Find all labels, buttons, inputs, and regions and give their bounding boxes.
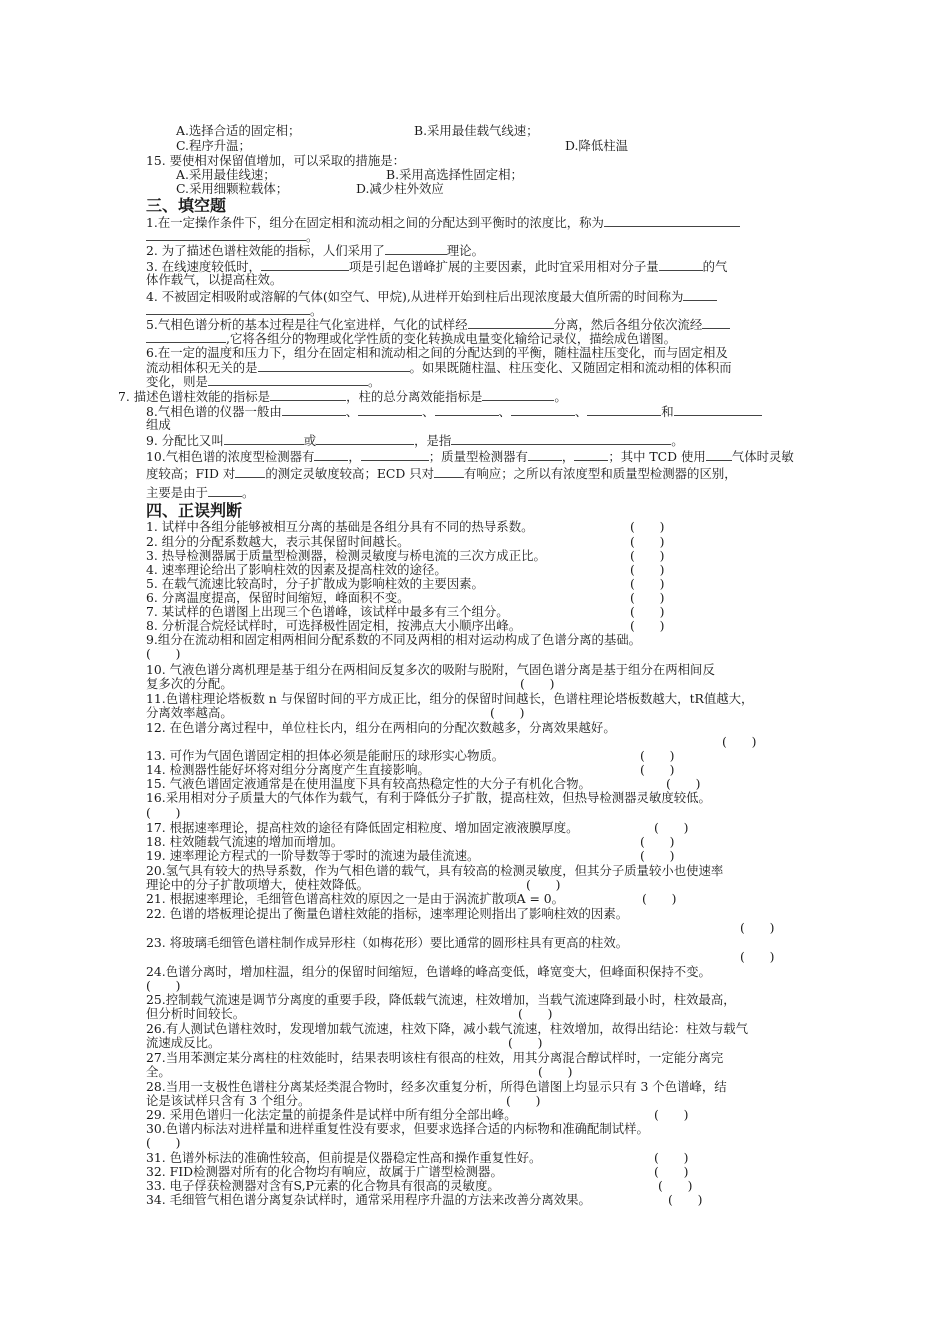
answer-paren[interactable]: ( ) <box>490 705 525 720</box>
fill-q8-text: 8.气相色谱的仪器一般由 <box>146 404 282 419</box>
q15-option-d: D.减少柱外效应 <box>356 181 444 196</box>
blank[interactable] <box>659 259 703 271</box>
fill-q2-text: 2. 为了描述色谱柱效能的指标，人们采用了 <box>146 243 385 258</box>
q14-option-d: D.降低柱温 <box>565 138 628 153</box>
judge-item-1: 1. 试样中各组分能够被相互分离的基础是各组分具有不同的热导系数。 <box>146 519 534 534</box>
fill-q5 <box>146 317 730 332</box>
fill-q9 <box>146 433 684 448</box>
fill-q4-cont <box>146 303 322 318</box>
answer-paren[interactable]: ( ) <box>654 1150 689 1165</box>
blank[interactable] <box>235 466 265 478</box>
q15-stem: 15. 要使相对保留值增加，可以采取的措施是： <box>146 153 406 168</box>
answer-paren[interactable]: ( ) <box>630 519 665 534</box>
q15-option-a: A.采用最佳线速； <box>176 167 276 182</box>
fill-q6-cont <box>146 360 732 375</box>
judge-item-8: 8. 分析混合烷烃试样时，可选择极性固定相，按沸点大小顺序出峰。 <box>146 618 522 633</box>
blank[interactable] <box>314 449 348 461</box>
answer-paren[interactable]: ( ) <box>654 820 689 835</box>
blank[interactable] <box>511 404 575 416</box>
judge-item-21: 21. 根据速率理论，毛细管色谱高柱效的原因之一是由于涡流扩散项A = 0。 <box>146 891 565 906</box>
blank[interactable] <box>385 243 447 255</box>
judge-item-28-cont: 论是该试样只含有 3 个组分。 <box>146 1093 311 1108</box>
answer-paren[interactable]: ( ) <box>640 848 675 863</box>
fill-q6: 6.在一定的温度和压力下，组分在固定相和流动相之间的分配达到的平衡，随柱温柱压变化，而与固定相及 <box>146 345 728 360</box>
q14-option-a: A.选择合适的固定相； <box>176 123 301 138</box>
fill-q4-text: 4. 不被固定相吸附或溶解的气体(如空气、甲烷),从进样开始到柱后出现浓度最大值所需的时间称为 <box>146 289 684 304</box>
fill-q6-end-line <box>146 374 380 389</box>
judge-item-14: 14. 检测器性能好坏将对组分分离度产生直接影响。 <box>146 762 430 777</box>
judge-item-15: 15. 气液色谱固定液通常是在使用温度下具有较高热稳定性的大分子有机化合物。 <box>146 776 591 791</box>
blank[interactable] <box>358 404 422 416</box>
blank[interactable] <box>258 360 410 372</box>
fill-q6-mid: 。如果既随柱温、柱压变化、又随固定相和流动相的体积而 <box>409 360 732 375</box>
judge-item-31: 31. 色谱外标法的准确性较高，但前提是仪器稳定性高和操作重复性好。 <box>146 1150 542 1165</box>
sep: ， <box>561 449 575 464</box>
judge-item-23: 23. 将玻璃毛细管色谱柱制作成异形柱（如梅花形）要比通常的圆形柱具有更高的柱效。 <box>146 935 629 950</box>
fill-q3-cont: 体作载气，以提高柱效。 <box>146 272 283 287</box>
judge-item-30: 30.色谱内标法对进样量和进样重复性没有要求，但要求选择合适的内标物和准确配制试样。 <box>146 1121 649 1136</box>
blank[interactable] <box>434 466 464 478</box>
judge-item-3: 3. 热导检测器属于质量型检测器，检测灵敏度与桥电流的三次方成正比。 <box>146 548 546 563</box>
judge-item-26-cont: 流速成反比。 <box>146 1035 221 1050</box>
answer-paren[interactable]: ( ) <box>630 604 665 619</box>
answer-paren[interactable]: ( ) <box>640 748 675 763</box>
judge-item-7: 7. 某试样的色谱图上出现三个色谱峰，该试样中最多有三个组分。 <box>146 604 509 619</box>
fill-q9-end: 。 <box>671 433 684 448</box>
judge-item-25-cont: 但分析时间较长。 <box>146 1006 246 1021</box>
sep: 、 <box>345 404 359 419</box>
judge-item-32: 32. FID检测器对所有的化合物均有响应，故属于广谱型检测器。 <box>146 1164 503 1179</box>
conj: 或 <box>303 433 317 448</box>
q14-option-c: C.程序升温； <box>176 138 251 153</box>
fill-q5-mid: 分离，然后各组分依次流经 <box>553 317 703 332</box>
sep: ， <box>348 449 361 464</box>
answer-paren[interactable]: ( ) <box>526 877 561 892</box>
fill-q10-mid2: ；其中 TCD 使用 <box>608 449 706 464</box>
fill-q2-end: 理论。 <box>446 243 484 258</box>
judge-item-22: 22. 色谱的塔板理论提出了衡量色谱柱效能的指标，速率理论则指出了影响柱效的因素。 <box>146 906 629 921</box>
section-3-title: 三、填空题 <box>146 196 227 215</box>
judge-item-19: 19. 速率理论方程式的一阶导数等于零时的流速为最佳流速。 <box>146 848 480 863</box>
answer-paren[interactable]: ( ) <box>630 576 665 591</box>
blank[interactable] <box>702 317 730 329</box>
blank[interactable] <box>683 289 717 301</box>
fill-q9-mid: ，是指 <box>414 433 452 448</box>
answer-paren[interactable]: ( ) <box>722 734 757 749</box>
fill-q10-mid: ；质量型检测器有 <box>428 449 528 464</box>
blank[interactable] <box>435 404 499 416</box>
fill-q10-mid5: 有响应；之所以有浓度型和质量型检测器的区别， <box>464 466 737 481</box>
answer-paren[interactable]: ( ) <box>520 676 555 691</box>
answer-paren[interactable]: ( ) <box>642 891 677 906</box>
fill-q6-end: 。 <box>367 374 381 389</box>
judge-item-29: 29. 采用色谱归一化法定量的前提条件是试样中所有组分全部出峰。 <box>146 1107 517 1122</box>
judge-item-20-cont: 理论中的分子扩散项增大，使柱效降低。 <box>146 877 370 892</box>
answer-paren[interactable]: ( ) <box>630 534 665 549</box>
answer-paren[interactable]: ( ) <box>146 1135 181 1150</box>
blank[interactable] <box>146 303 310 315</box>
fill-q2 <box>146 243 484 258</box>
fill-q8-cont: 组成 <box>146 417 171 432</box>
answer-paren[interactable]: ( ) <box>630 590 665 605</box>
fill-q10-end-line <box>146 485 254 500</box>
answer-paren[interactable]: ( ) <box>654 1164 689 1179</box>
blank[interactable] <box>587 404 661 416</box>
fill-q10-text2: 度较高；FID 对 <box>146 466 236 481</box>
judge-item-6: 6. 分离温度提高，保留时间缩短，峰面积不变。 <box>146 590 410 605</box>
judge-item-24: 24.色谱分离时，增加柱温，组分的保留时间缩短，色谱峰的峰高变低，峰宽变大，但峰面积保持不变。 <box>146 964 711 979</box>
answer-paren[interactable]: ( ) <box>538 1064 573 1079</box>
answer-paren[interactable]: ( ) <box>666 776 701 791</box>
answer-paren[interactable]: ( ) <box>740 920 775 935</box>
fill-q3-mid: 项是引起色谱峰扩展的主要因素，此时宜采用相对分子量 <box>348 259 659 274</box>
fill-q3-text: 3. 在线速度较低时， <box>146 259 261 274</box>
fill-q4 <box>146 289 717 304</box>
judge-item-27-cont: 全。 <box>146 1064 171 1079</box>
sep: 、 <box>498 404 511 419</box>
fill-q10-cont <box>146 466 737 481</box>
fill-q6-text: 流动相体积无关的是 <box>146 360 258 375</box>
fill-q10-text: 10.气相色谱的浓度型检测器有 <box>146 449 315 464</box>
fill-q10-mid4: 的测定灵敏度较高；ECD 只对 <box>265 466 435 481</box>
fill-q10 <box>146 449 794 464</box>
judge-item-27: 27.当用苯测定某分离柱的柱效能时，结果表明该柱有很高的柱效，用其分离混合醇试样时，一定能分离完 <box>146 1050 724 1065</box>
answer-paren[interactable]: ( ) <box>146 978 181 993</box>
answer-paren[interactable]: ( ) <box>640 762 675 777</box>
blank[interactable] <box>574 449 608 461</box>
fill-q7-text: 7. 描述色谱柱效能的指标是 <box>118 389 271 404</box>
fill-q10-end: 。 <box>241 485 255 500</box>
judge-item-2: 2. 组分的分配系数越大，表示其保留时间越长。 <box>146 534 410 549</box>
answer-paren[interactable]: ( ) <box>146 805 181 820</box>
judge-item-26: 26.有人测试色谱柱效时，发现增加载气流速，柱效下降，减小载气流速，柱效增加，故得出结论：柱效与载气 <box>146 1021 749 1036</box>
fill-q7 <box>118 389 567 404</box>
blank[interactable] <box>528 449 562 461</box>
blank[interactable] <box>208 485 242 497</box>
judge-item-13: 13. 可作为气固色谱固定相的担体必须是能耐压的球形实心物质。 <box>146 748 505 763</box>
fill-q10-mid3: 气体时灵敏 <box>731 449 794 464</box>
blank[interactable] <box>316 433 414 445</box>
answer-paren[interactable]: ( ) <box>668 1192 703 1207</box>
fill-q5-text: 5.气相色谱分析的基本过程是往气化室进样，气化的试样经 <box>146 317 468 332</box>
fill-q5-end: ,它将各组分的物理或化学性质的变化转换成电量变化输给记录仪，描绘成色谱图。 <box>226 331 677 346</box>
blank[interactable] <box>261 259 349 271</box>
blank[interactable] <box>468 317 554 329</box>
fill-q10-text3: 主要是由于 <box>146 485 208 500</box>
fill-q7-end: 。 <box>554 389 567 404</box>
blank[interactable] <box>208 374 368 386</box>
blank[interactable] <box>604 215 740 227</box>
judge-item-12: 12. 在色谱分离过程中，单位柱长内，组分在两相向的分配次数越多，分离效果越好。 <box>146 720 616 735</box>
judge-item-18: 18. 柱效随载气流速的增加而增加。 <box>146 834 344 849</box>
fill-q7-mid: ，柱的总分离效能指标是 <box>346 389 483 404</box>
sep: 、 <box>574 404 588 419</box>
blank[interactable] <box>146 331 226 343</box>
judge-item-34: 34. 毛细管气相色谱分离复杂试样时，通常采用程序升温的方法来改善分离效果。 <box>146 1192 591 1207</box>
judge-item-10-cont: 复多次的分配。 <box>146 676 233 691</box>
blank[interactable] <box>282 404 346 416</box>
answer-paren[interactable]: ( ) <box>658 1178 693 1193</box>
q14-option-b: B.采用最佳载气线速； <box>414 123 539 138</box>
judge-item-11-cont: 分离效率越高。 <box>146 705 233 720</box>
answer-paren[interactable]: ( ) <box>640 834 675 849</box>
judge-item-10: 10. 气液色谱分离机理是基于组分在两相间反复多次的吸附与脱附，气固色谱分离是基于组分在两相间反 <box>146 662 715 677</box>
judge-item-25: 25.控制载气流速是调节分离度的重要手段，降低载气流速，柱效增加，当载气流速降到最小时，柱效最高， <box>146 992 736 1007</box>
q15-option-c: C.采用细颗粒载体； <box>176 181 289 196</box>
answer-paren[interactable]: ( ) <box>630 562 665 577</box>
judge-item-4: 4. 速率理论给出了影响柱效的因素及提高柱效的途径。 <box>146 562 447 577</box>
blank[interactable] <box>270 389 346 401</box>
answer-paren[interactable]: ( ) <box>518 1006 553 1021</box>
judge-item-33: 33. 电子俘获检测器对含有S,P元素的化合物具有很高的灵敏度。 <box>146 1178 500 1193</box>
judge-item-20: 20.氢气具有较大的热导系数，作为气相色谱的载气，具有较高的检测灵敏度，但其分子质量较小也使速率 <box>146 863 724 878</box>
fill-q1-cont <box>146 229 318 244</box>
blank[interactable] <box>361 449 429 461</box>
blank[interactable] <box>451 433 671 445</box>
answer-paren[interactable]: ( ) <box>508 1035 543 1050</box>
fill-q1-end: 。 <box>306 229 319 244</box>
sep: 、 <box>422 404 435 419</box>
fill-q9-text: 9. 分配比又叫 <box>146 433 224 448</box>
conj: 和 <box>661 404 674 419</box>
answer-paren[interactable]: ( ) <box>146 646 181 661</box>
fill-q1 <box>146 215 740 230</box>
judge-item-17: 17. 根据速率理论，提高柱效的途径有降低固定相粒度、增加固定液液膜厚度。 <box>146 820 579 835</box>
answer-paren[interactable]: ( ) <box>506 1093 541 1108</box>
fill-q8 <box>146 404 762 419</box>
fill-q3-end: 的气 <box>702 259 728 274</box>
fill-q6-text2: 变化，则是 <box>146 374 208 389</box>
judge-item-11: 11.色谱柱理论塔板数 n 与保留时间的平方成正比，组分的保留时间越长，色谱柱理论塔板数越大，tR值越大， <box>146 691 754 706</box>
q15-option-b: B.采用高选择性固定相； <box>386 167 523 182</box>
blank[interactable] <box>146 229 306 241</box>
judge-item-9: 9.组分在流动相和固定相两相间分配系数的不同及两相的相对运动构成了色谱分离的基础。 <box>146 632 642 647</box>
answer-paren[interactable]: ( ) <box>654 1107 689 1122</box>
answer-paren[interactable]: ( ) <box>740 949 775 964</box>
fill-q4-end: 。 <box>310 303 323 318</box>
blank[interactable] <box>674 404 762 416</box>
answer-paren[interactable]: ( ) <box>630 548 665 563</box>
blank[interactable] <box>482 389 554 401</box>
blank[interactable] <box>224 433 304 445</box>
fill-q1-text: 1.在一定操作条件下，组分在固定相和流动相之间的分配达到平衡时的浓度比，称为 <box>146 215 604 230</box>
judge-item-28: 28.当用一支极性色谱柱分离某烃类混合物时，经多次重复分析，所得色谱图上均显示只有 3 个色谱峰，结 <box>146 1079 727 1094</box>
judge-item-16: 16.采用相对分子质量大的气体作为载气，有利于降低分子扩散，提高柱效，但热导检测器灵敏度较低。 <box>146 790 711 805</box>
section-4-title: 四、正误判断 <box>146 501 243 520</box>
judge-item-5: 5. 在载气流速比较高时，分子扩散成为影响柱效的主要因素。 <box>146 576 484 591</box>
answer-paren[interactable]: ( ) <box>630 618 665 633</box>
blank[interactable] <box>706 449 732 461</box>
fill-q5-cont <box>146 331 676 346</box>
